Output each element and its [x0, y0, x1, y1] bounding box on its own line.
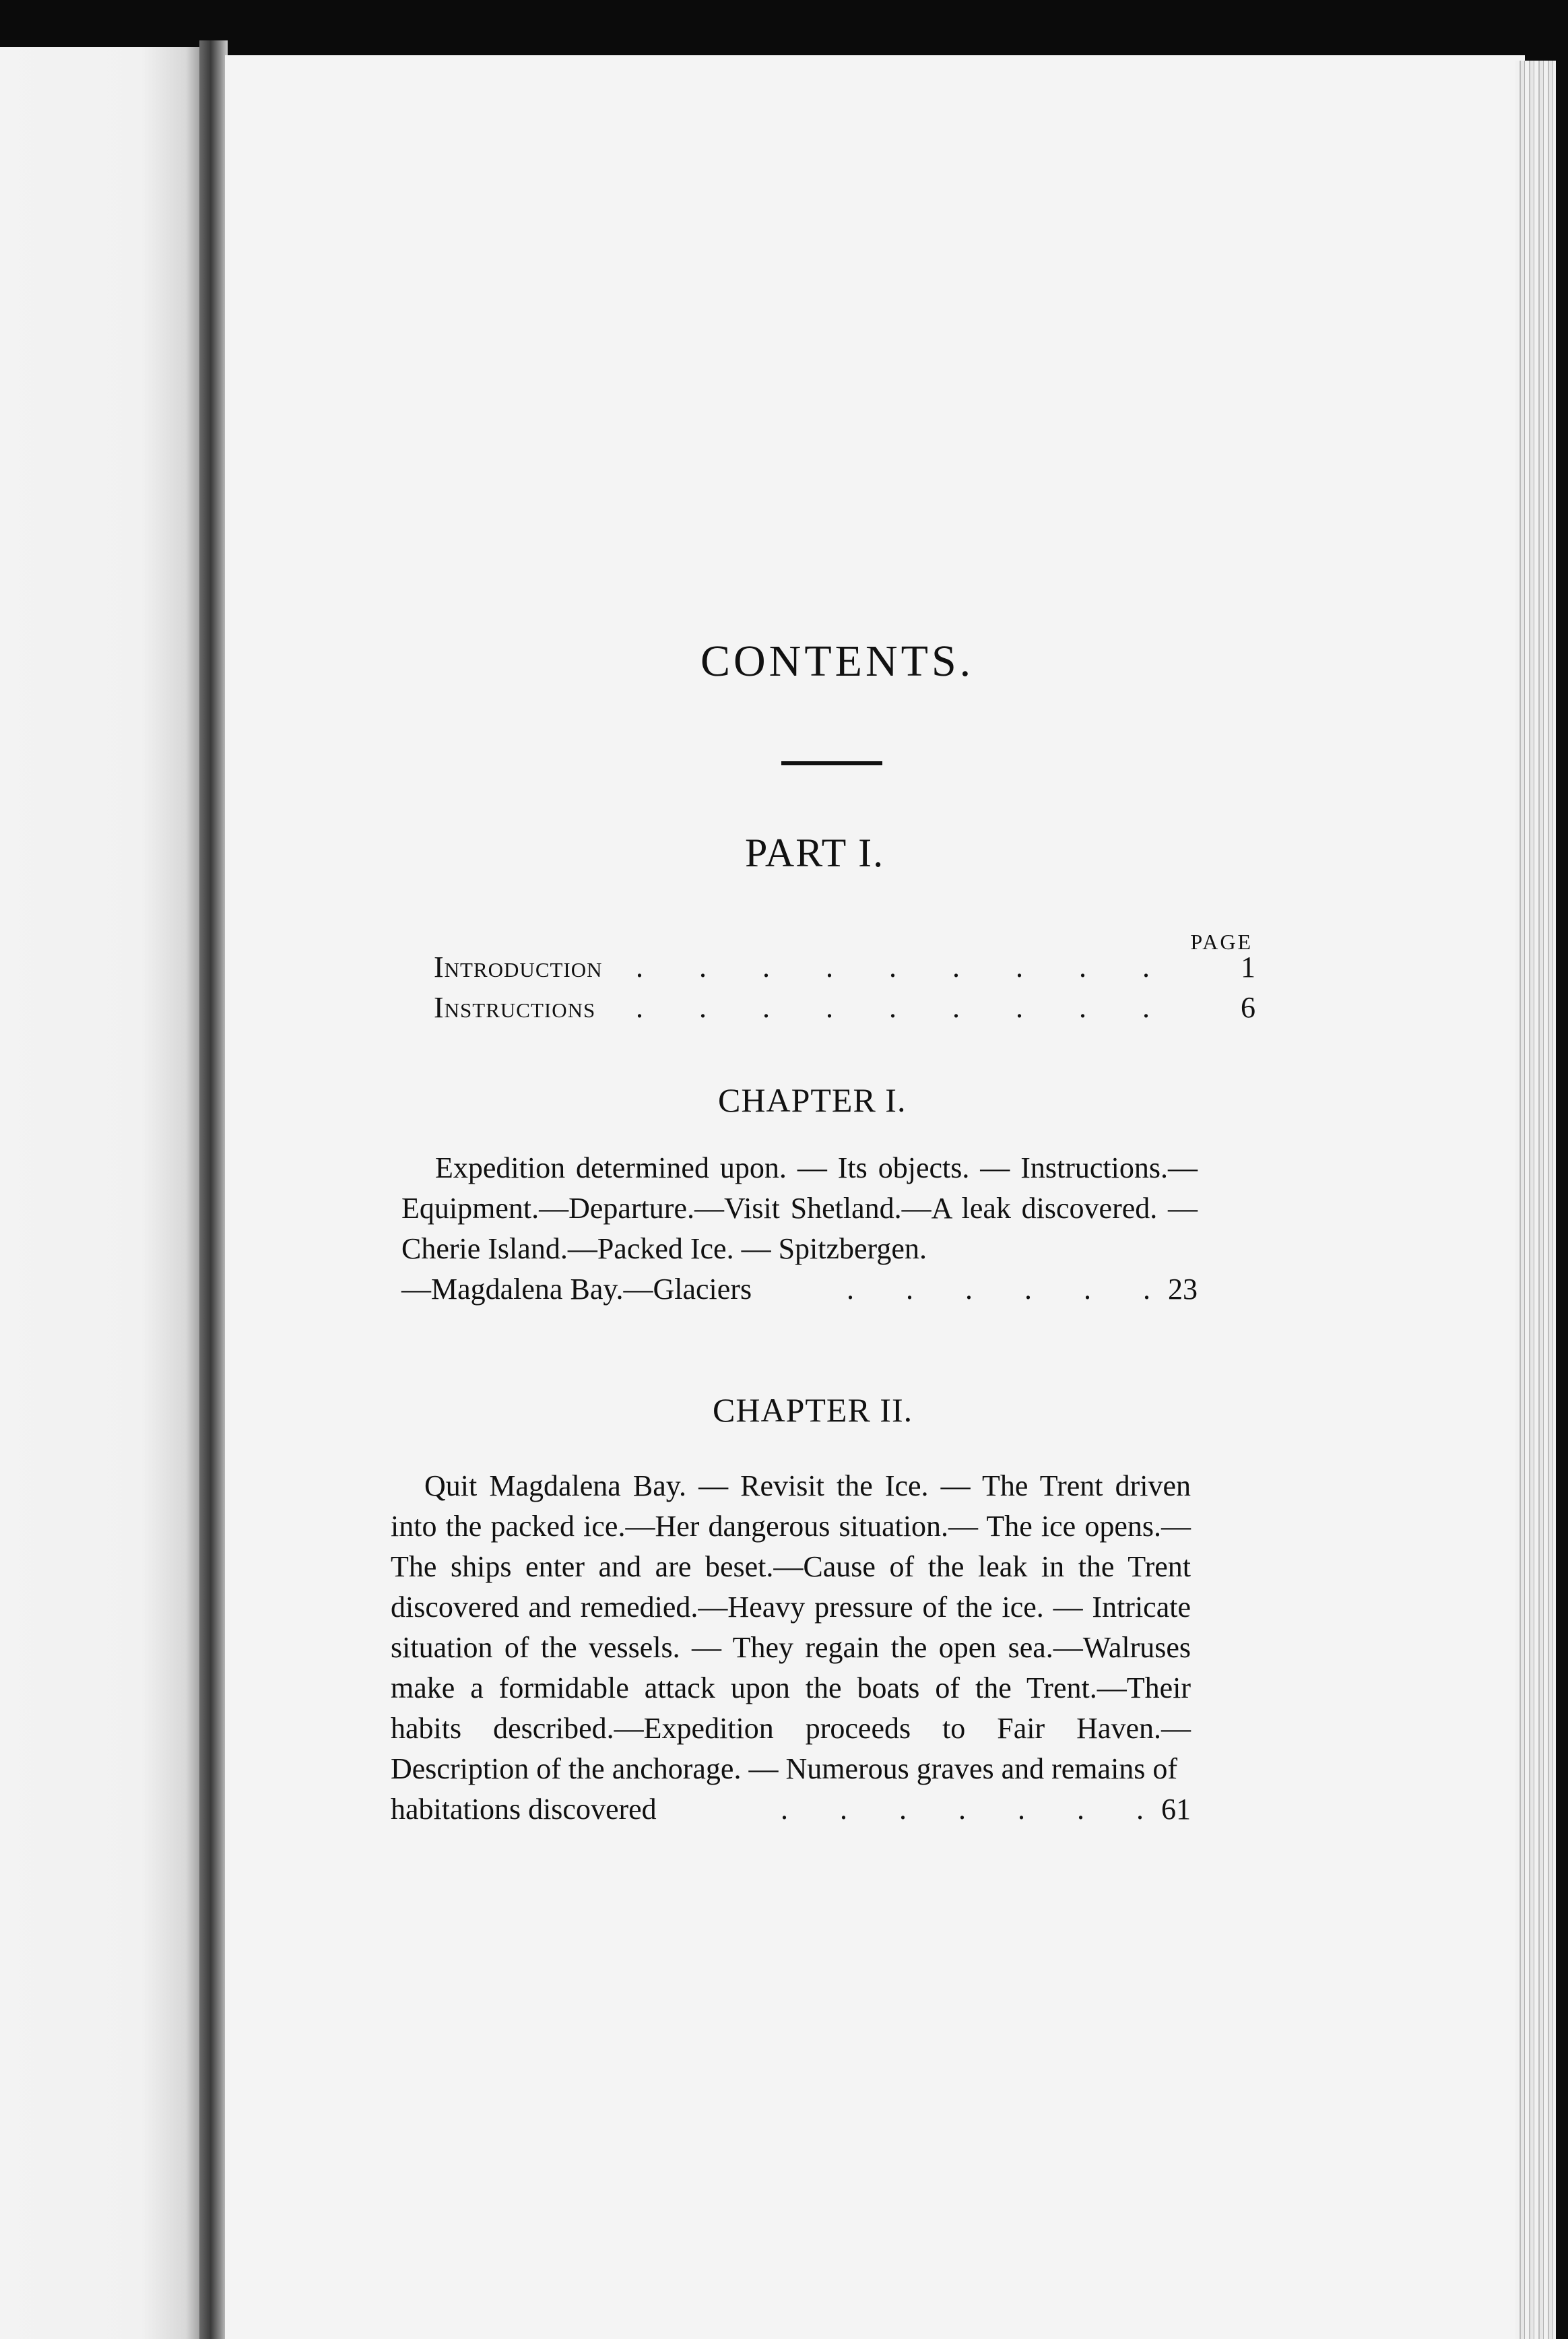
toc-page-number: 6 — [1241, 991, 1255, 1024]
toc-entry-label: Instructions — [434, 991, 596, 1024]
dot-leaders: . . . . . . . . . — [636, 951, 1150, 984]
chapter-2-summary-text: Quit Magdalena Bay. — Revisit the Ice. — The Trent driven into the packed ice.—Her dangerous situation.— The ice opens.—The ships enter and are beset.—Cause of the leak in the Trent discovered and remedied.—Heavy pressure of the ice. — Intricate situation of the vessels. — They regain the open sea.—Walruses make a formidable attack upon the boats of the Trent.—Their habits described.—Expedition proceeds to Fair Haven.—Description of the anchorage. — Numerous graves and remains of — [391, 1469, 1191, 1785]
chapter-1-page-number: 23 — [1168, 1273, 1198, 1306]
chapter-1-summary-last-line — [401, 1269, 1198, 1310]
chapter-2-summary — [391, 1466, 1191, 1830]
chapter-2-summary-end: habitations discovered — [391, 1793, 657, 1826]
page-edges — [1515, 61, 1556, 2339]
toc-entry-instructions — [434, 990, 1255, 1028]
chapter-1-summary-text: Expedition determined upon. — Its objects. — Instructions.—Equipment.—Departure.—Visit Shetland.—A leak discovered. — Cherie Island.—Packed Ice. — Spitzbergen. — [401, 1151, 1198, 1265]
chapter-2-page-number: 61 — [1161, 1793, 1191, 1826]
chapter-1-summary — [401, 1148, 1198, 1310]
chapter-1-summary-end: —Magdalena Bay.—Glaciers — [401, 1273, 752, 1306]
toc-entry-introduction — [434, 950, 1255, 988]
chapter-2-heading: CHAPTER II. — [713, 1391, 913, 1429]
contents-heading: CONTENTS. — [700, 637, 975, 686]
chapter-1-heading: CHAPTER I. — [718, 1081, 907, 1119]
toc-entry-label: Introduction — [434, 951, 603, 984]
chapter-2-summary-last-line — [391, 1789, 1191, 1830]
dot-leaders: . . . . . . . — [781, 1793, 1144, 1826]
page-column-label: PAGE — [1190, 930, 1253, 954]
left-page-edge — [0, 47, 202, 2339]
heading-rule — [781, 761, 882, 765]
dot-leaders: . . . . . . — [847, 1273, 1150, 1306]
dot-leaders: . . . . . . . . . — [636, 991, 1150, 1024]
book-gutter — [199, 40, 228, 2339]
part-heading: PART I. — [745, 831, 885, 875]
toc-page-number: 1 — [1241, 951, 1255, 984]
